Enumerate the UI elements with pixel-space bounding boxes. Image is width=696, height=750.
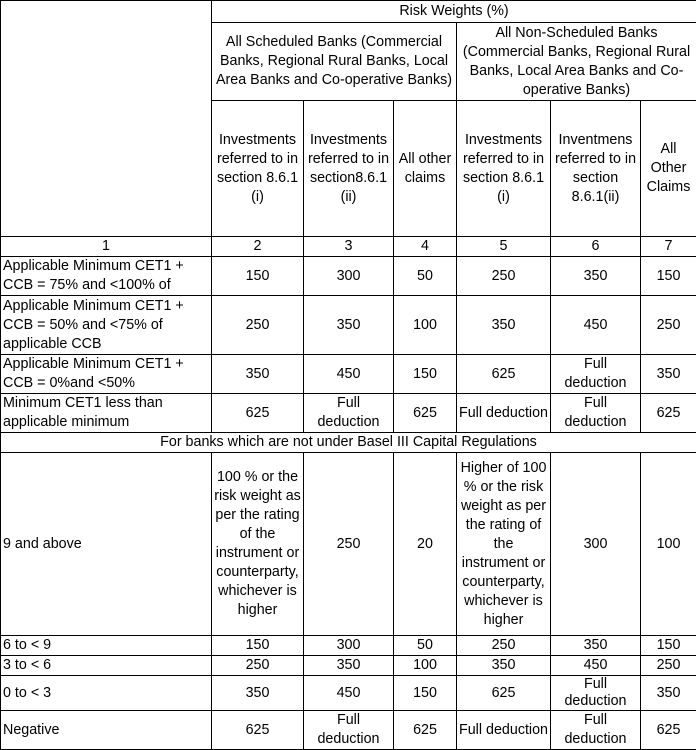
col-number-2: 2	[212, 237, 304, 257]
row-label: Applicable Minimum CET1 + CCB = 0%and <50%	[1, 355, 212, 394]
cell: 250	[212, 656, 304, 676]
cell: 150	[394, 676, 457, 711]
col-header-5: Investments referred to in section 8.6.1 (i)	[457, 101, 551, 237]
col-number-4: 4	[394, 237, 457, 257]
row-label: Applicable Minimum CET1 + CCB = 50% and <75% of applicable CCB	[1, 296, 212, 355]
cell: 350	[641, 355, 696, 394]
cell: 250	[641, 296, 696, 355]
cell: 100	[641, 453, 696, 636]
cell: Full deduction	[551, 711, 641, 750]
cell: 625	[212, 394, 304, 433]
cell: 350	[457, 656, 551, 676]
cell: 450	[551, 296, 641, 355]
cell: 250	[304, 453, 394, 636]
cell: 350	[457, 296, 551, 355]
cell: Full deduction	[551, 676, 641, 711]
col-number-1: 1	[1, 237, 212, 257]
cell: 250	[457, 636, 551, 656]
cell: Full deduction	[457, 711, 551, 750]
col-number-3: 3	[304, 237, 394, 257]
table-row	[1, 676, 696, 711]
cell: Full deduction	[551, 355, 641, 394]
row-label: 0 to < 3	[1, 676, 212, 711]
cell: 50	[394, 257, 457, 296]
col-number-7: 7	[641, 237, 696, 257]
table-row	[1, 711, 696, 750]
cell: 625	[212, 711, 304, 750]
col-header-4: All other claims	[394, 101, 457, 237]
cell: 150	[212, 636, 304, 656]
cell: 100 % or the risk weight as per the rating of the instrument or counterparty, whichever is higher	[212, 453, 304, 636]
cell: 625	[457, 355, 551, 394]
table-row	[1, 636, 696, 656]
cell: 150	[641, 257, 696, 296]
col-header-3: Investments referred to in section8.6.1 (ii)	[304, 101, 394, 237]
cell: 50	[394, 636, 457, 656]
cell: 350	[304, 296, 394, 355]
cell: 350	[551, 257, 641, 296]
scheduled-banks-heading: All Scheduled Banks (Commercial Banks, Regional Rural Banks, Local Area Banks and Co-operative Banks)	[212, 23, 457, 101]
cell: 300	[551, 453, 641, 636]
row-label: 9 and above	[1, 453, 212, 636]
cell: 250	[212, 296, 304, 355]
section-heading-non-basel: For banks which are not under Basel III Capital Regulations	[1, 433, 696, 453]
cell: 350	[212, 355, 304, 394]
cell: 350	[551, 636, 641, 656]
cell: 150	[641, 636, 696, 656]
col-header-2: Investments referred to in section 8.6.1 (i)	[212, 101, 304, 237]
col-header-6: Inventmens referred to in section 8.6.1(ii)	[551, 101, 641, 237]
table-row	[1, 656, 696, 676]
row-label: Negative	[1, 711, 212, 750]
cell: 625	[641, 711, 696, 750]
cell: 450	[304, 676, 394, 711]
cell: Higher of 100 % or the risk weight as per the rating of the instrument or counterparty, whichever is higher	[457, 453, 551, 636]
cell: Full deduction	[551, 394, 641, 433]
cell: 625	[394, 394, 457, 433]
cell: 250	[641, 656, 696, 676]
cell: 100	[394, 656, 457, 676]
col-number-6: 6	[551, 237, 641, 257]
cell: Full deduction	[304, 394, 394, 433]
table-row	[1, 257, 696, 296]
table-row	[1, 355, 696, 394]
cell: 300	[304, 257, 394, 296]
table-row	[1, 453, 696, 636]
cell: 450	[304, 355, 394, 394]
table-row	[1, 296, 696, 355]
cell: 350	[304, 656, 394, 676]
col-number-5: 5	[457, 237, 551, 257]
cell: 100	[394, 296, 457, 355]
row-label: Minimum CET1 less than applicable minimum	[1, 394, 212, 433]
cell: 300	[304, 636, 394, 656]
cell: Full deduction	[457, 394, 551, 433]
cell: 350	[641, 676, 696, 711]
cell: 625	[641, 394, 696, 433]
row-label: Applicable Minimum CET1 + CCB = 75% and <100% of	[1, 257, 212, 296]
header-blank-cell	[1, 1, 212, 237]
cell: 350	[212, 676, 304, 711]
cell: 625	[457, 676, 551, 711]
col-header-7: All Other Claims	[641, 101, 696, 237]
row-label: 6 to < 9	[1, 636, 212, 656]
non-scheduled-banks-heading: All Non-Scheduled Banks (Commercial Banks, Regional Rural Banks, Local Area Banks and Co-operative Banks)	[457, 23, 696, 101]
cell: 250	[457, 257, 551, 296]
cell: 625	[394, 711, 457, 750]
cell: 20	[394, 453, 457, 636]
row-label: 3 to < 6	[1, 656, 212, 676]
table-row	[1, 394, 696, 433]
cell: 150	[394, 355, 457, 394]
cell: 150	[212, 257, 304, 296]
risk-weights-heading: Risk Weights (%)	[212, 1, 696, 23]
cell: Full deduction	[304, 711, 394, 750]
cell: 450	[551, 656, 641, 676]
